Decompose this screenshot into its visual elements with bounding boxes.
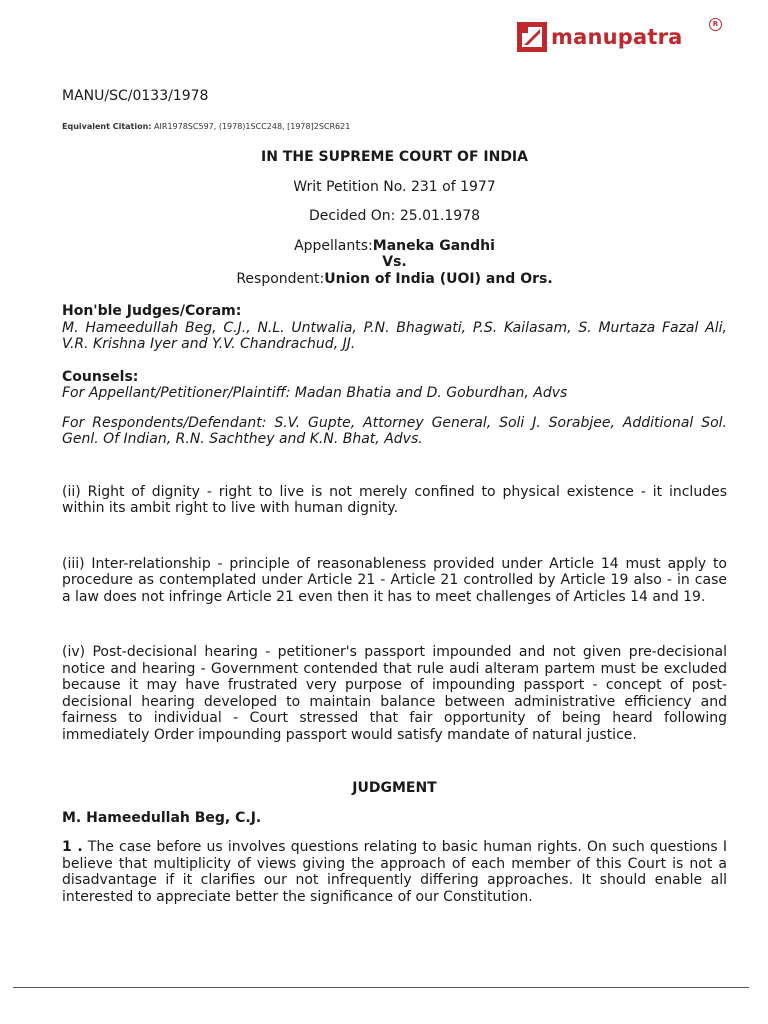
equivalent-citation-value: AIR1978SC597, (1978)1SCC248, [1978]2SCR621: [151, 121, 351, 131]
manupatra-logo-icon: [517, 22, 547, 52]
respondent-label: Respondent:: [236, 270, 325, 287]
appellants-name: Maneka Gandhi: [372, 237, 495, 254]
versus-line: [62, 254, 727, 271]
equivalent-citation: [62, 119, 727, 136]
respondent-line: [62, 271, 727, 288]
judgment-author: M. Hameedullah Beg, C.J.: [62, 809, 262, 826]
judges-list: M. Hameedullah Beg, C.J., N.L. Untwalia, P.N. Bhagwati, P.S. Kailasam, S. Murtaza Fazal Ali, V.R. Krishna Iyer and Y.V. Chandrachud, JJ.: [62, 319, 727, 352]
headnote-section-iv: (iv) Post-decisional hearing - petitioner's passport impounded and not given pre-decisional notice and hearing - Government contended that rule audi alteram partem must be excluded because it may have frustrated very purpose of impounding passport - concept of post-decisional hearing developed to maintain balance between administrative efficiency and fairness to individual - Court stressed that fair opportunity of being heard following immediately Order impounding passport would satisfy mandate of natural justice.: [62, 644, 727, 743]
counsel-appellant: For Appellant/Petitioner/Plaintiff: Madan Bhatia and D. Goburdhan, Advs: [62, 385, 568, 401]
versus: Vs.: [382, 254, 407, 270]
judges-heading: Hon'ble Judges/Coram:: [62, 303, 242, 319]
paragraph-text: The case before us involves questions relating to basic human rights. On such questions I believe that multiplicity of views giving the approach of each member of this Court is not a disadvantage if it clarifies our not infrequently differing approaches. It should enable all interested to appreciate better the significance of our Constitution.: [62, 839, 727, 905]
registered-mark-icon: R: [709, 18, 722, 31]
court-name: IN THE SUPREME COURT OF INDIA: [261, 149, 528, 165]
judgment-heading: JUDGMENT: [352, 780, 437, 796]
respondent-name: Union of India (UOI) and Ors.: [324, 270, 553, 287]
appellants-label: Appellants:: [294, 237, 373, 254]
counsels-heading: Counsels:: [62, 368, 139, 385]
judgment-paragraph-1: [62, 839, 727, 905]
logo-wordmark: manupatra: [551, 25, 683, 49]
petition-number: Writ Petition No. 231 of 1977: [293, 178, 496, 195]
appellants-line: [62, 238, 727, 255]
equivalent-citation-label: Equivalent Citation:: [62, 121, 152, 131]
headnote-section-ii: (ii) Right of dignity - right to live is not merely confined to physical existence - it includes within its ambit right to live with human dignity.: [62, 483, 727, 516]
paragraph-number: 1 .: [62, 839, 83, 855]
decided-date: Decided On: 25.01.1978: [308, 208, 481, 224]
counsel-respondent: For Respondents/Defendant: S.V. Gupte, Attorney General, Soli J. Sorabjee, Additional Sol. Genl. Of Indian, R.N. Sachthey and K.N. Bhat, Advs.: [62, 414, 727, 447]
headnote-section-iii: (iii) Inter-relationship - principle of reasonableness provided under Article 14 must apply to procedure as contemplated under Article 21 - Article 21 controlled by Article 19 also - in case a law does not infringe Article 21 even then it has to meet challenges of Articles 14 and 19.: [62, 555, 727, 605]
manupatra-logo: [517, 20, 719, 52]
footer-divider: [13, 987, 749, 988]
manu-citation: MANU/SC/0133/1978: [62, 88, 209, 104]
document-body: [62, 88, 727, 905]
